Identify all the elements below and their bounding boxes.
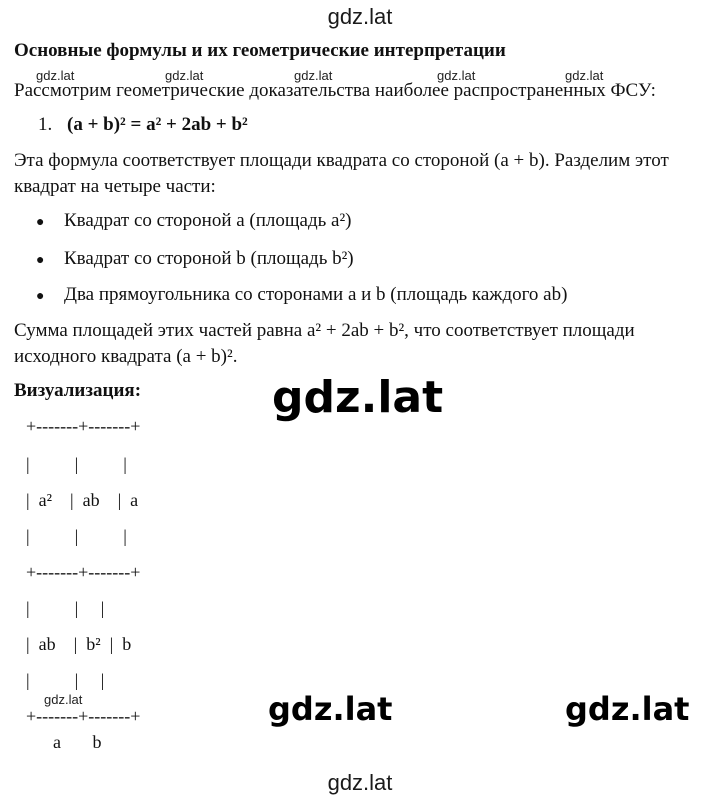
ascii-diagram-line: +-------+-------+ [26, 562, 141, 582]
ascii-diagram-line: | a² | ab | a [26, 490, 139, 510]
ascii-diagram-line: | | | [26, 670, 105, 690]
bullet-dot-icon: ● [36, 253, 45, 268]
watermark-small-3: gdz.lat [294, 68, 333, 83]
ascii-diagram-line: | | | [26, 598, 105, 618]
visualization-title: Визуализация: [14, 380, 142, 401]
ascii-diagram-line: | | | [26, 526, 127, 546]
formula-number: 1. [38, 114, 53, 135]
ascii-diagram-line: +-------+-------+ [26, 416, 141, 436]
ascii-diagram-line: | ab | b² | b [26, 634, 132, 654]
watermark-bottom: gdz.lat [327, 770, 393, 795]
watermark-small-6: gdz.lat [44, 692, 83, 707]
ascii-diagram-line: +-------+-------+ [26, 706, 141, 726]
page-heading: Основные формулы и их геометрические интерпретации [14, 40, 506, 61]
formula-item [38, 114, 248, 136]
watermark-top: gdz.lat [327, 4, 393, 29]
watermark-large: gdz.lat [272, 372, 444, 423]
watermark-medium-1: gdz.lat [268, 690, 393, 728]
watermark-small-4: gdz.lat [437, 68, 476, 83]
watermark-small-5: gdz.lat [565, 68, 604, 83]
conclusion-line-2: исходного квадрата (a + b)². [14, 346, 238, 367]
explanation-line-1: Эта формула соответствует площади квадрата со стороной (a + b). Разделим этот [14, 150, 669, 171]
explanation-line-2: квадрат на четыре части: [14, 176, 216, 197]
bullet-item [36, 210, 352, 232]
bullet-text: Квадрат со стороной b (площадь b²) [64, 248, 354, 269]
formula-text: (a + b)² = a² + 2ab + b² [67, 114, 248, 135]
ascii-diagram-line: | | | [26, 454, 127, 474]
bullet-item [36, 248, 354, 270]
conclusion-line-1: Сумма площадей этих частей равна a² + 2ab + b², что соответствует площади [14, 320, 635, 341]
watermark-small-1: gdz.lat [36, 68, 75, 83]
bullet-text: Квадрат со стороной a (площадь a²) [64, 210, 352, 231]
bullet-dot-icon: ● [36, 289, 45, 304]
bullet-dot-icon: ● [36, 215, 45, 230]
ascii-diagram-line: a b [26, 732, 102, 752]
bullet-text: Два прямоугольника со сторонами a и b (площадь каждого ab) [64, 284, 568, 305]
watermark-medium-2: gdz.lat [565, 690, 690, 728]
bullet-item [36, 284, 567, 306]
watermark-small-2: gdz.lat [165, 68, 204, 83]
intro-text: Рассмотрим геометрические доказательства наиболее распространенных ФСУ: [14, 80, 656, 101]
